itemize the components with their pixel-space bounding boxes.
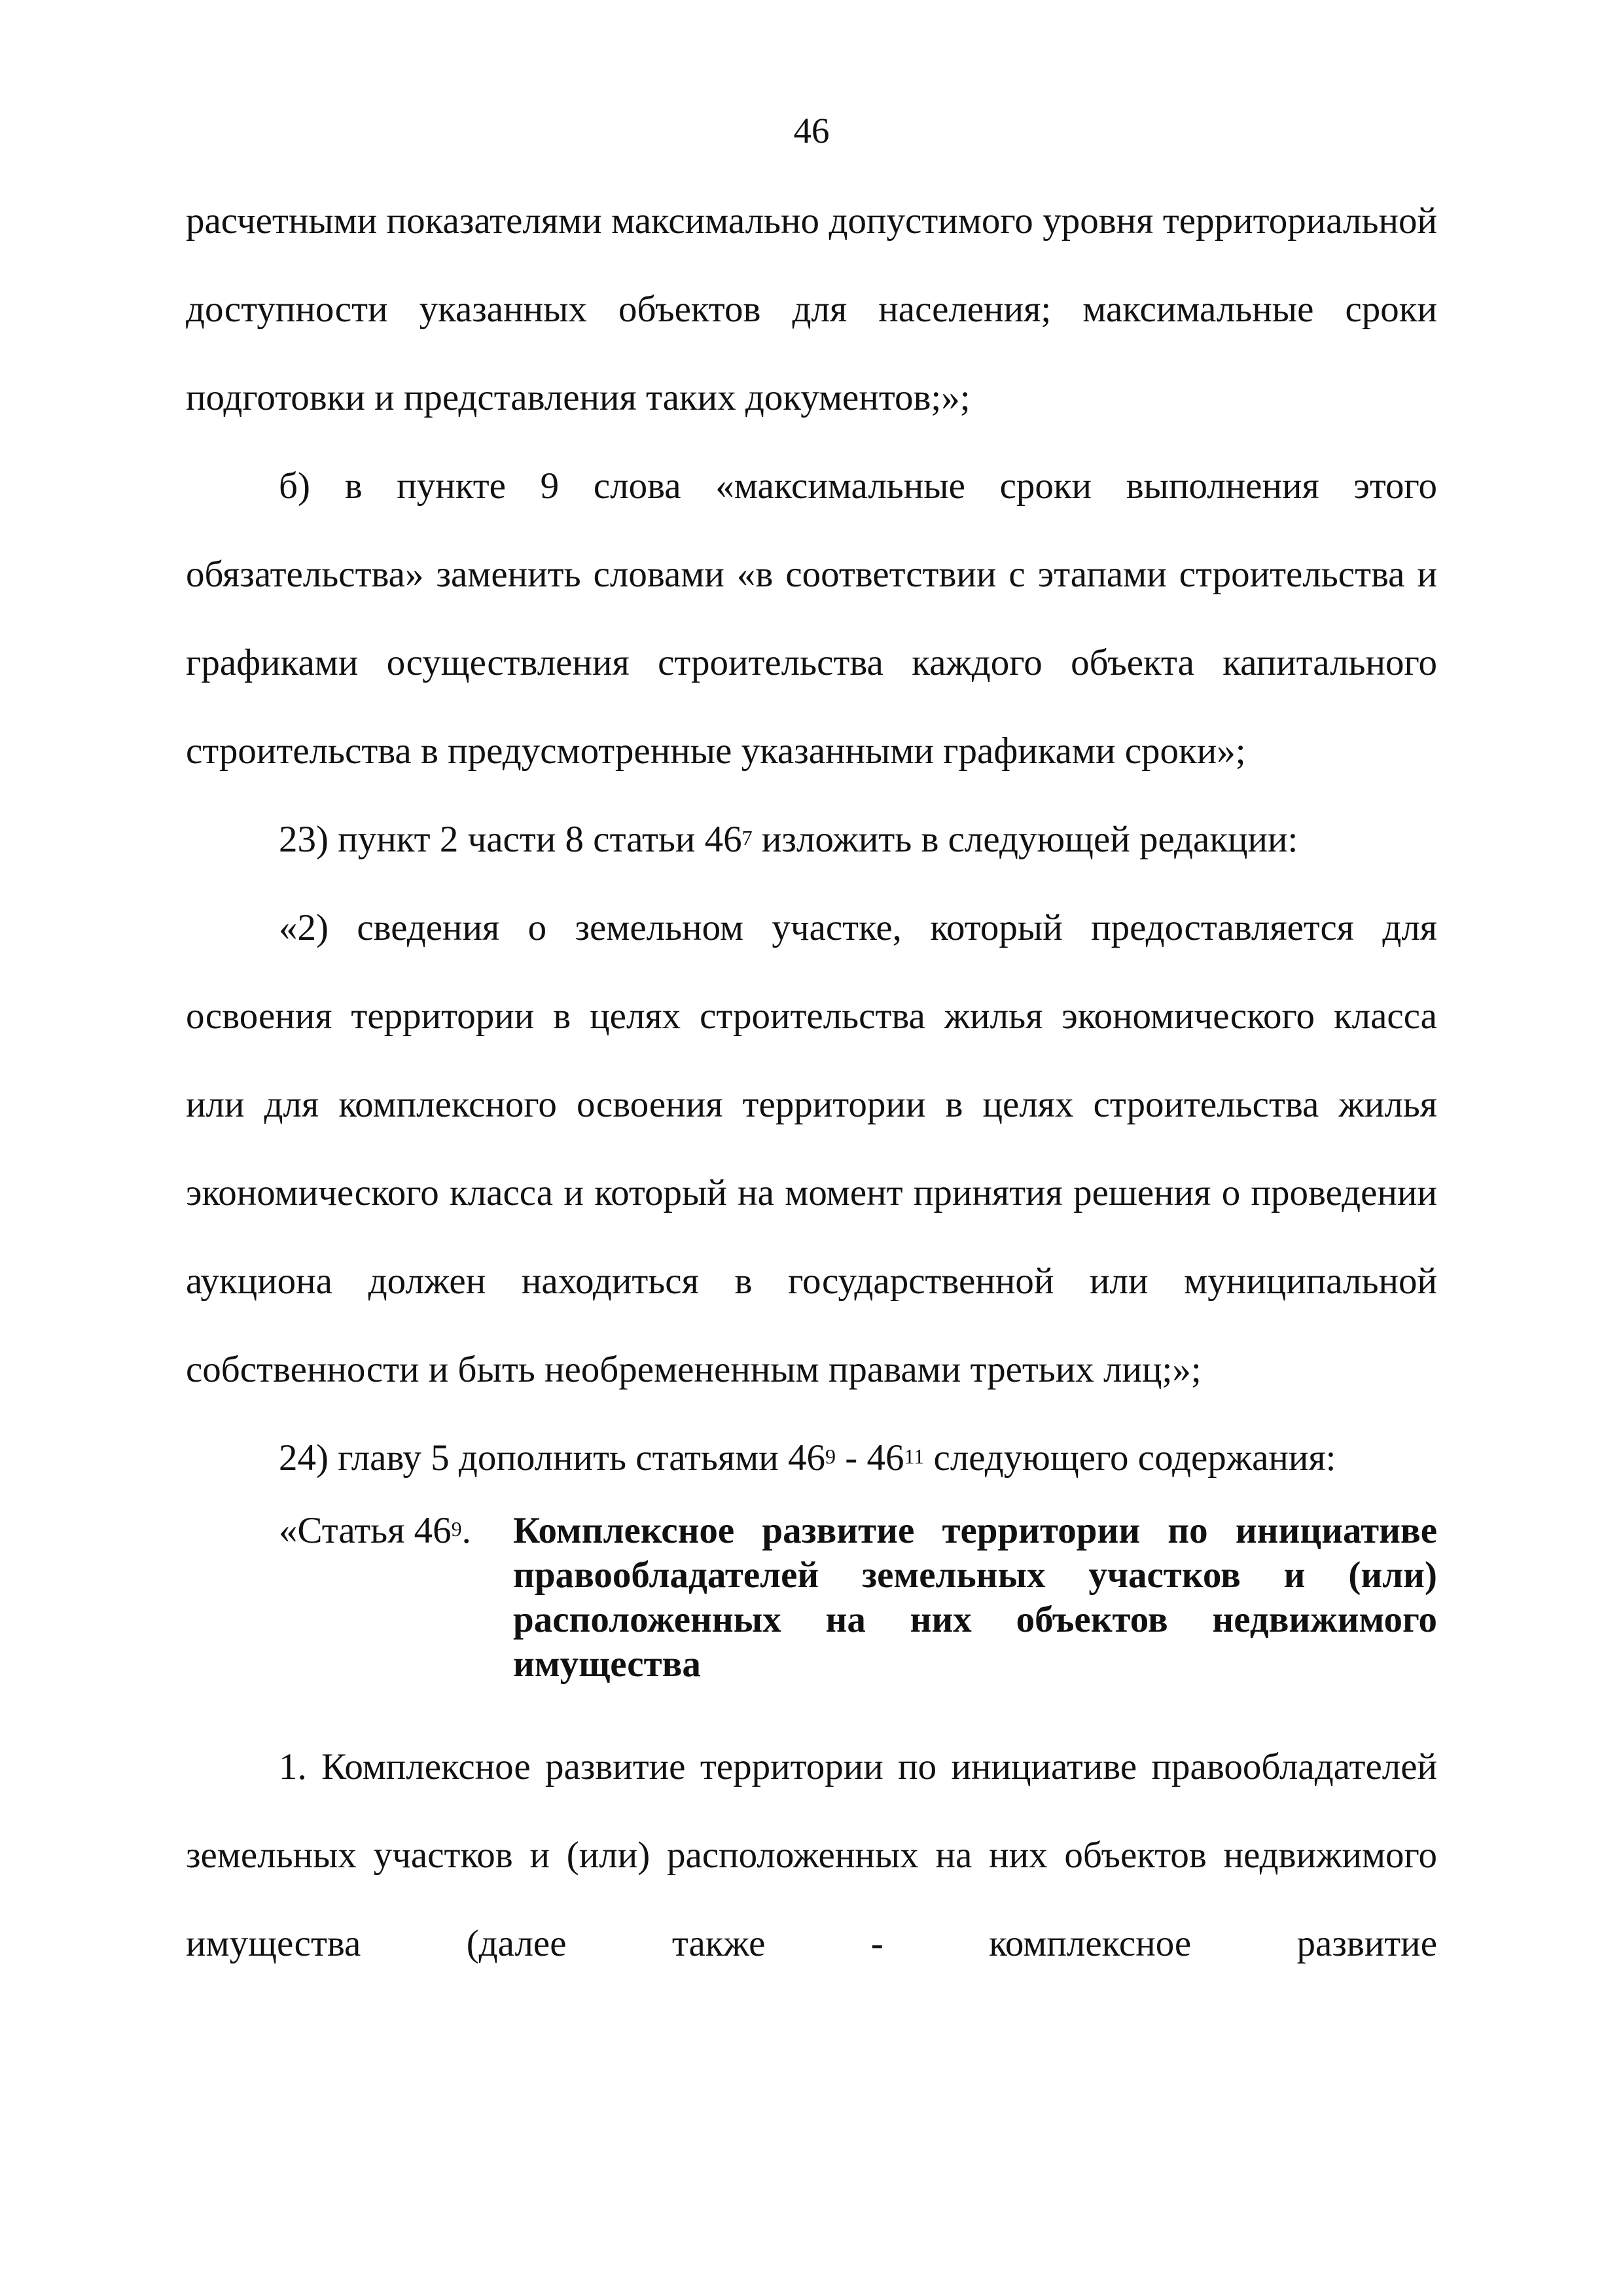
article-label-text: «Статья 46: [279, 1510, 452, 1551]
superscript-9: 9: [825, 1444, 836, 1468]
paragraph-item-24: [186, 1414, 1437, 1502]
article-label: [186, 1502, 513, 1553]
paragraph-item-24-text-start: 24) главу 5 дополнить статьями 46: [279, 1437, 825, 1479]
article-heading: [186, 1502, 1437, 1723]
paragraph-item-24-text-middle: - 46: [835, 1437, 904, 1479]
paragraph-article-item-1: 1. Комплексное развитие территории по инициативе правообладателей земельных участков и (или) расположенных на них объектов недвижимого имущества (далее также - комплексное развитие: [186, 1746, 1437, 1964]
document-body: [186, 177, 1437, 1988]
paragraph-item-23-text-start: 23) пункт 2 части 8 статьи 46: [279, 819, 742, 860]
article-title: Комплексное развитие территории по инициативе правообладателей земельных участков и (или) расположенных на них объектов недвижимого имущества: [513, 1510, 1437, 1685]
superscript-11: 11: [904, 1444, 925, 1468]
paragraph-item-b: б) в пункте 9 слова «максимальные сроки выполнения этого обязательства» заменить словами «в соответствии с этапами строительства и графиками осуществления строительства каждого объекта капитального строительства в предусмотренные указанными графиками сроки»;: [186, 465, 1437, 772]
paragraph-continuation: расчетными показателями максимально допустимого уровня территориальной доступности указанных объектов для населения; максимальные сроки подготовки и представления таких документов;»;: [186, 200, 1437, 418]
paragraph-quoted-item-2: «2) сведения о земельном участке, который предоставляется для освоения территории в целях строительства жилья экономического класса или для комплексного освоения территории в целях строительства жилья экономического класса и который на момент принятия решения о проведении аукциона должен находиться в государственной или муниципальной собственности и быть необремененным правами третьих лиц;»;: [186, 907, 1437, 1390]
article-superscript-9: 9: [451, 1517, 462, 1541]
article-label-period: .: [461, 1510, 471, 1551]
paragraph-item-23-text-end: изложить в следующей редакции:: [752, 819, 1298, 860]
page-number: 46: [793, 111, 830, 151]
paragraph-item-24-text-end: следующего содержания:: [924, 1437, 1336, 1479]
paragraph-item-23: [186, 795, 1437, 884]
superscript-7: 7: [741, 826, 753, 850]
